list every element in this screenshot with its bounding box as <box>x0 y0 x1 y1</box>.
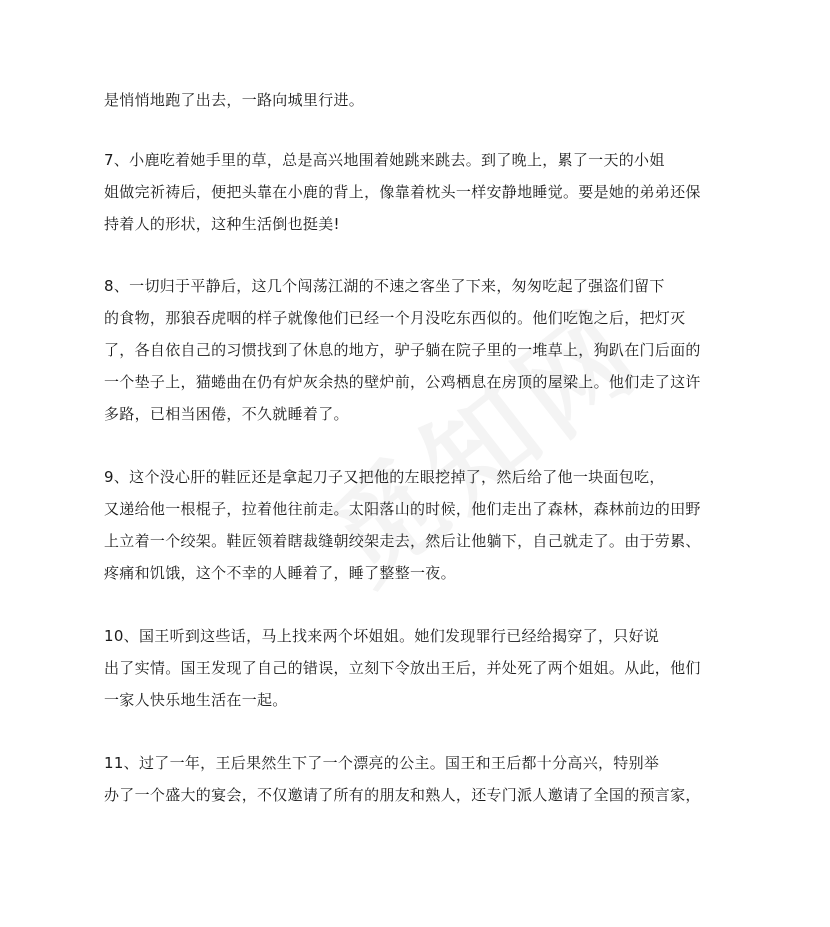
text-line: 11、过了一年，王后果然生下了一个漂亮的公主。国王和王后都十分高兴，特别举 <box>104 754 660 772</box>
text-line: 的食物，那狼吞虎咽的样子就像他们已经一个月没吃东西似的。他们吃饱之后，把灯灭 <box>104 309 686 327</box>
text-line: 是悄悄地跑了出去，一路向城里行进。 <box>104 91 365 109</box>
text-line: 办了一个盛大的宴会，不仅邀请了所有的朋友和熟人，还专门派人邀请了全国的预言家， <box>104 786 701 804</box>
text-line: 持着人的形状，这种生活倒也挺美! <box>104 215 340 233</box>
text-line: 上立着一个绞架。鞋匠领着瞎裁缝朝绞架走去，然后让他躺下，自己就走了。由于劳累、 <box>104 532 701 550</box>
text-line: 7、小鹿吃着她手里的草，总是高兴地围着她跳来跳去。到了晚上，累了一天的小姐 <box>104 151 665 169</box>
text-line: 一个垫子上，猫蜷曲在仍有炉灰余热的壁炉前，公鸡栖息在房顶的屋梁上。他们走了这许 <box>104 373 701 391</box>
text-line: 8、一切归于平静后，这几个闯荡江湖的不速之客坐了下来，匆匆吃起了强盗们留下 <box>104 277 665 295</box>
text-line: 了，各自依自己的习惯找到了休息的地方，驴子躺在院子里的一堆草上，狗趴在门后面的 <box>104 341 701 359</box>
text-line: 10、国王听到这些话，马上找来两个坏姐姐。她们发现罪行已经给揭穿了，只好说 <box>104 627 660 645</box>
text-line: 一家人快乐地生活在一起。 <box>104 691 288 709</box>
text-line: 多路，已相当困倦，不久就睡着了。 <box>104 405 349 423</box>
text-line: 又递给他一根棍子，拉着他往前走。太阳落山的时候，他们走出了森林，森林前边的田野 <box>104 500 701 518</box>
text-line: 9、这个没心肝的鞋匠还是拿起刀子又把他的左眼挖掉了，然后给了他一块面包吃， <box>104 468 665 486</box>
text-line: 姐做完祈祷后，便把头靠在小鹿的背上，像靠着枕头一样安静地睡觉。要是她的弟弟还保 <box>104 183 701 201</box>
text-line: 疼痛和饥饿，这个不幸的人睡着了，睡了整整一夜。 <box>104 564 456 582</box>
text-line: 出了实情。国王发现了自己的错误，立刻下令放出王后，并处死了两个姐姐。从此，他们 <box>104 659 701 677</box>
